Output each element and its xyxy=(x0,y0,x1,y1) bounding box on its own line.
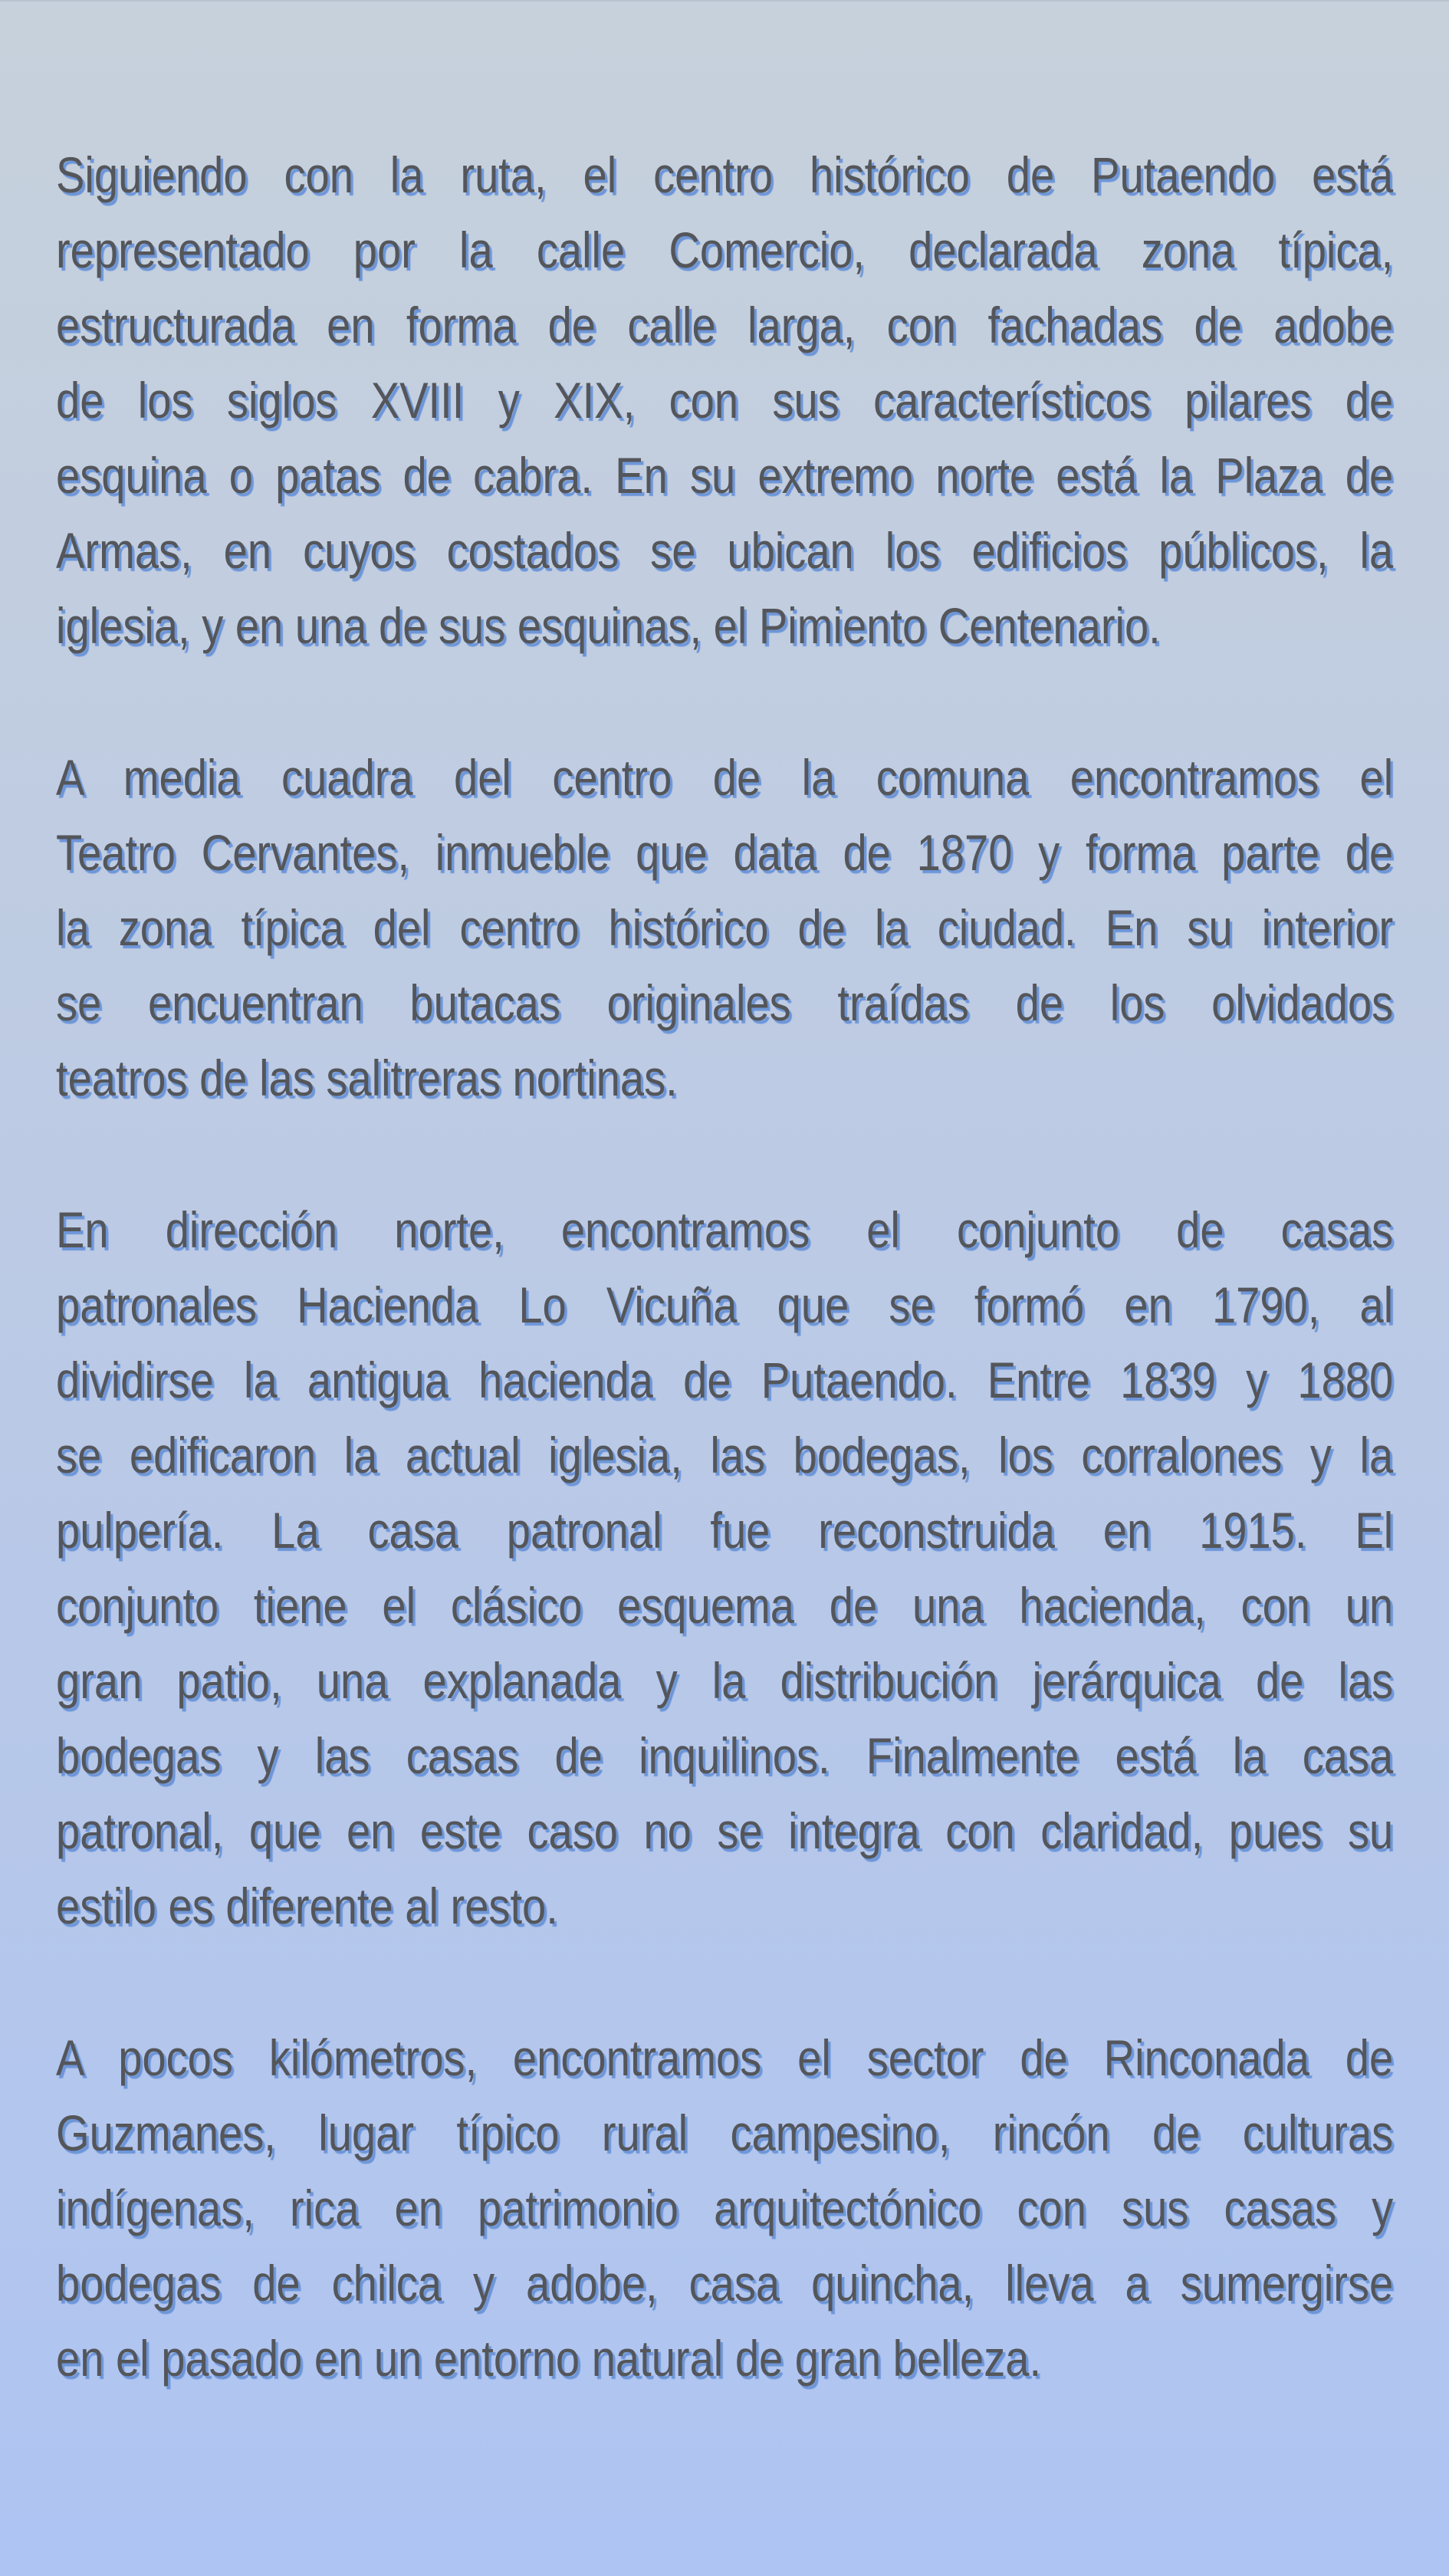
text-line: estilo es diferente al resto. xyxy=(56,1878,558,1934)
text-line: esquina o patas de cabra. En su extremo norte está la Plaza de xyxy=(56,447,1394,504)
text-line: se encuentran butacas originales traídas de los olvidados xyxy=(56,974,1394,1031)
text-line: indígenas, rica en patrimonio arquitectónico con sus casas y xyxy=(56,2180,1394,2236)
paragraph-historic-center xyxy=(56,137,1393,663)
text-line: dividirse la antigua hacienda de Putaendo. Entre 1839 y 1880 xyxy=(56,1352,1394,1408)
text-line: Siguiendo con la ruta, el centro histórico de Putaendo está xyxy=(56,146,1394,203)
text-line: en el pasado en un entorno natural de gran belleza. xyxy=(56,2330,1042,2387)
text-line: A pocos kilómetros, encontramos el sector de Rinconada de xyxy=(56,2029,1394,2086)
text-line: Teatro Cervantes, inmueble que data de 1870 y forma parte de xyxy=(56,824,1394,881)
text-line: patronal, que en este caso no se integra con claridad, pues su xyxy=(56,1802,1394,1859)
paragraph-rinconada-de-guzmanes xyxy=(56,2020,1393,2396)
text-line: Guzmanes, lugar típico rural campesino, rincón de culturas xyxy=(56,2104,1394,2161)
text-line: bodegas de chilca y adobe, casa quincha, lleva a sumergirse xyxy=(56,2255,1394,2312)
text-line: pulpería. La casa patronal fue reconstruida en 1915. El xyxy=(56,1502,1394,1559)
text-line: Armas, en cuyos costados se ubican los edificios públicos, la xyxy=(56,522,1394,579)
text-line: gran patio, una explanada y la distribución jerárquica de las xyxy=(56,1652,1394,1709)
text-line: teatros de las salitreras nortinas. xyxy=(56,1050,678,1106)
text-line: patronales Hacienda Lo Vicuña que se formó en 1790, al xyxy=(56,1276,1394,1333)
text-line: En dirección norte, encontramos el conjunto de casas xyxy=(56,1201,1394,1258)
text-line: la zona típica del centro histórico de la ciudad. En su interior xyxy=(56,899,1394,956)
text-line: A media cuadra del centro de la comuna encontramos el xyxy=(56,749,1394,806)
paragraph-hacienda-lo-vicuna xyxy=(56,1192,1393,1944)
text-line: bodegas y las casas de inquilinos. Finalmente está la casa xyxy=(56,1727,1394,1784)
text-line: de los siglos XVIII y XIX, con sus característicos pilares de xyxy=(56,372,1394,429)
text-line: estructurada en forma de calle larga, con fachadas de adobe xyxy=(56,297,1394,353)
text-line: se edificaron la actual iglesia, las bodegas, los corralones y la xyxy=(56,1427,1394,1484)
text-line: representado por la calle Comercio, declarada zona típica, xyxy=(56,222,1394,278)
paragraph-teatro-cervantes xyxy=(56,740,1393,1116)
text-line: conjunto tiene el clásico esquema de una hacienda, con un xyxy=(56,1577,1394,1634)
text-line: iglesia, y en una de sus esquinas, el Pimiento Centenario. xyxy=(56,597,1161,654)
page-top-edge xyxy=(0,0,1449,2)
